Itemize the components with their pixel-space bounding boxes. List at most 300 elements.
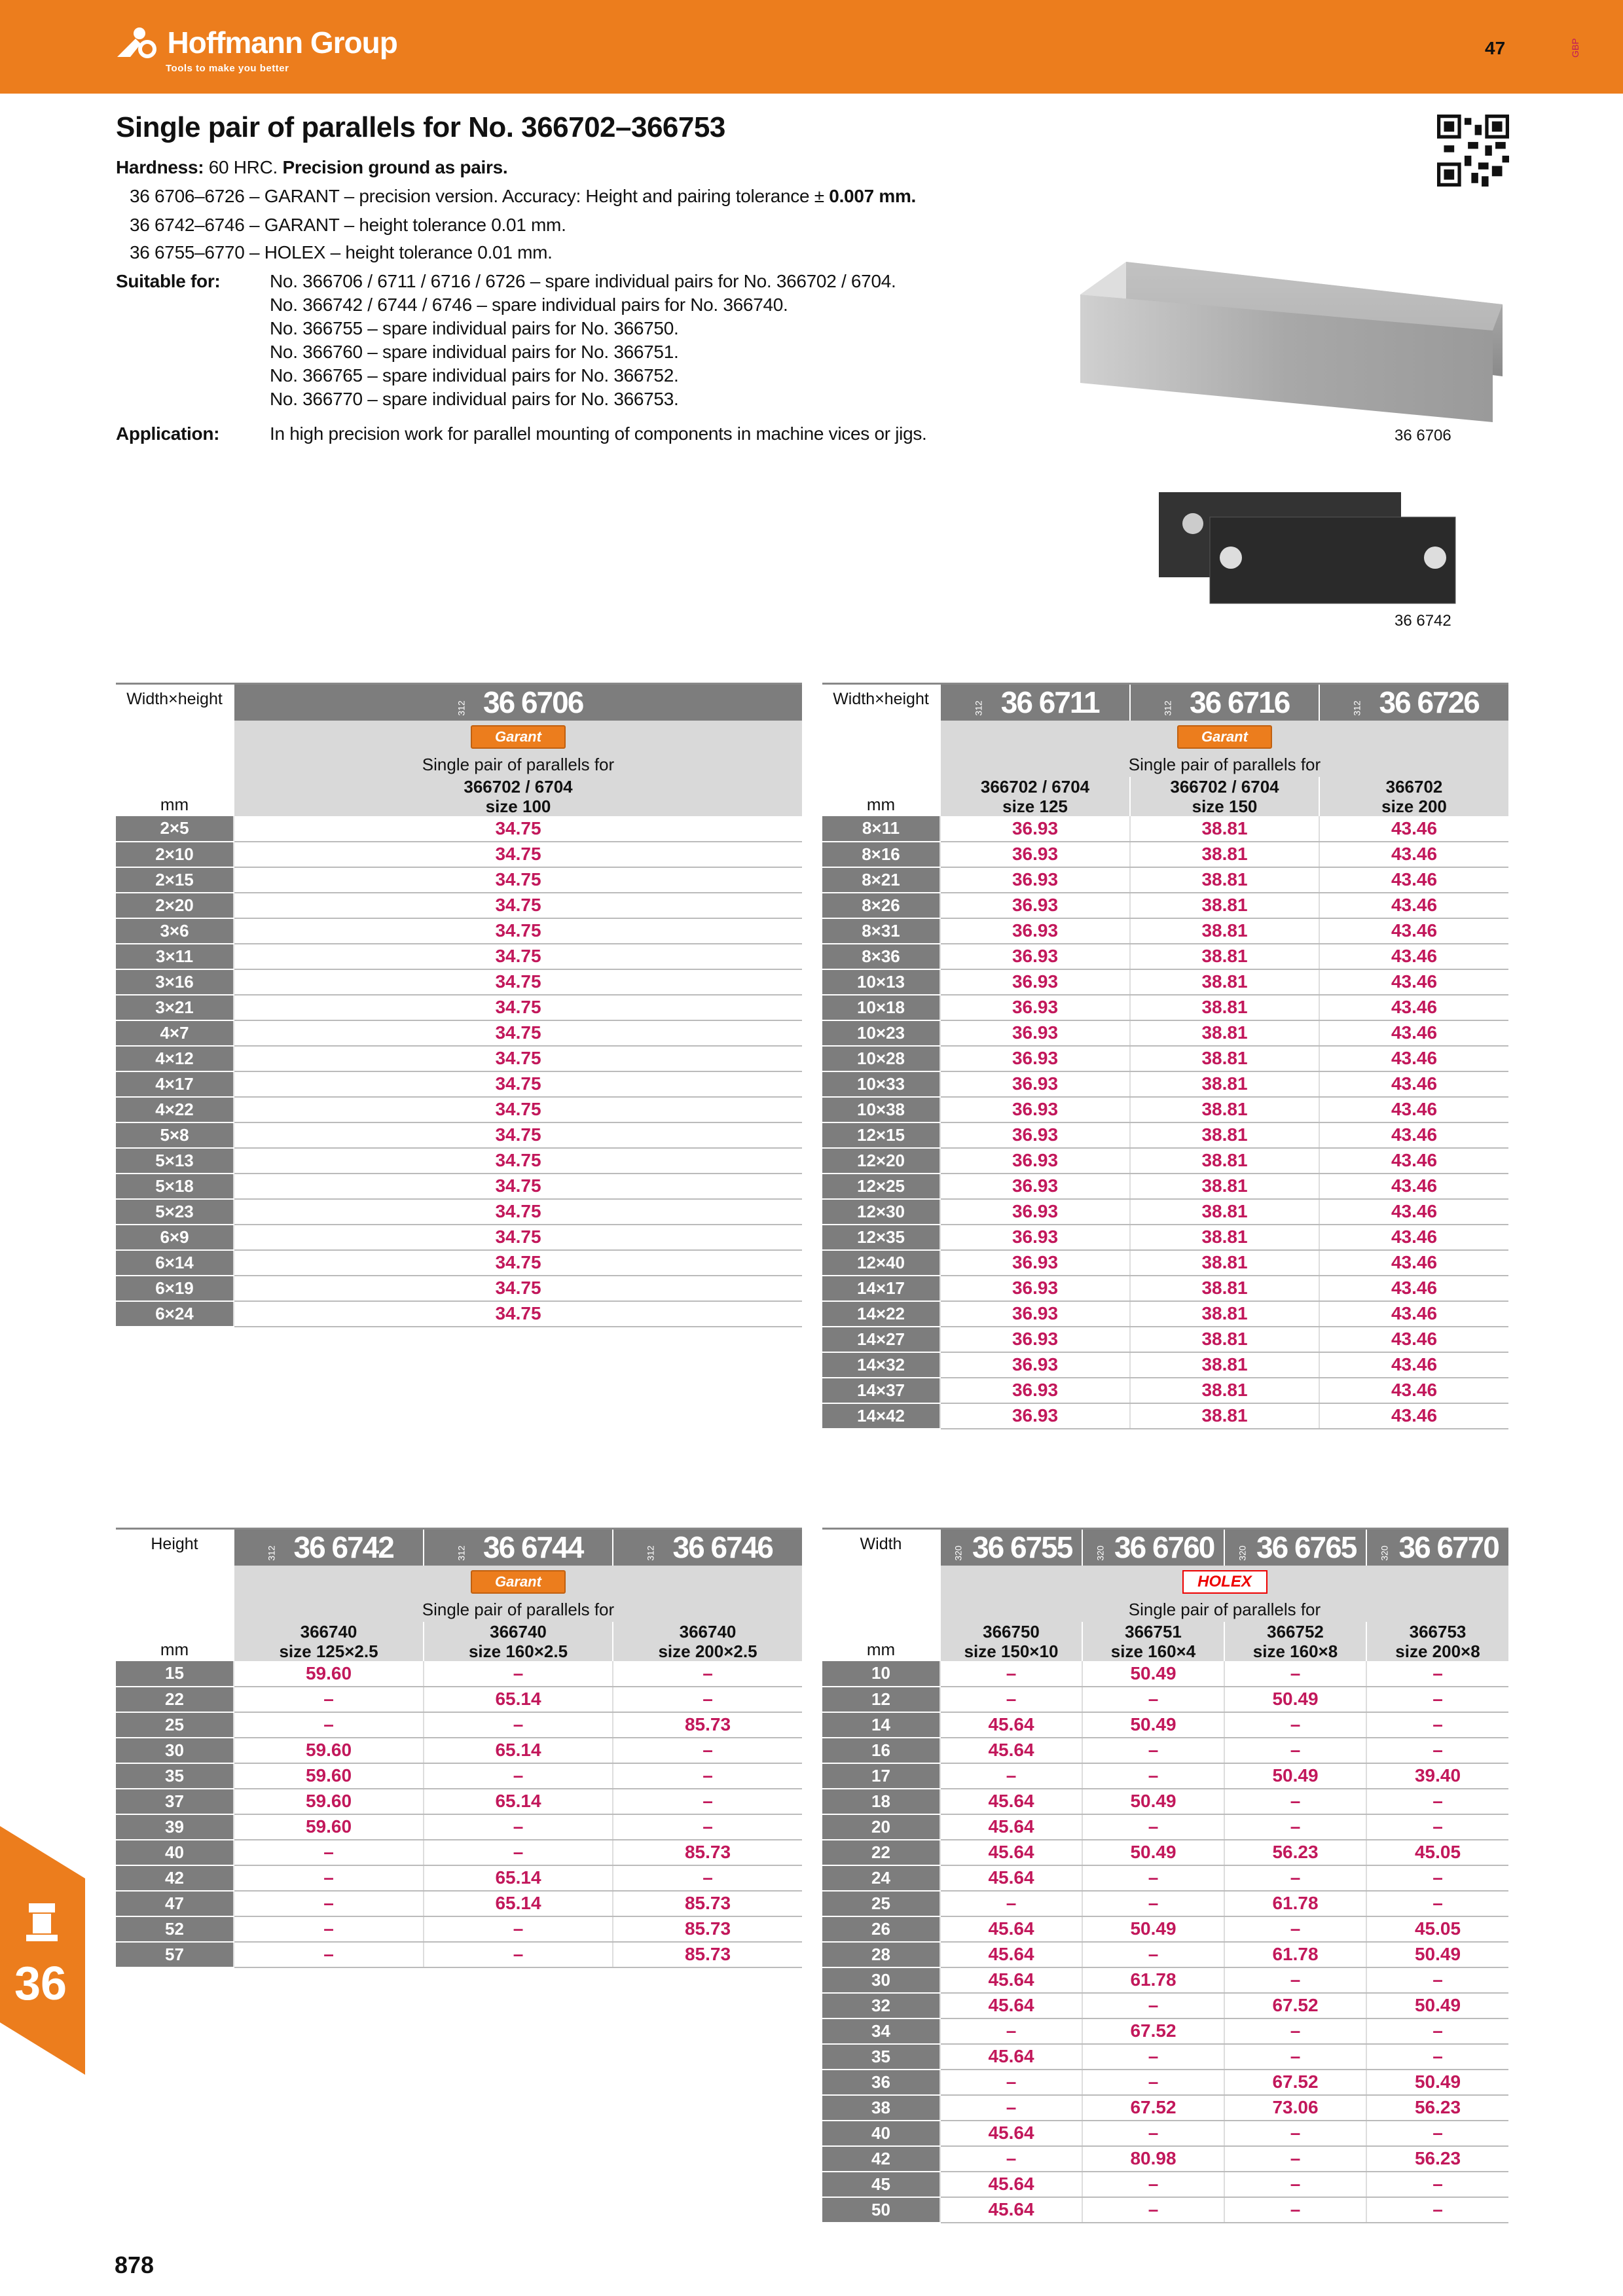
size-cell: 57 [116,1942,234,1967]
table-366711-6726 [822,683,1508,1429]
chapter-number: 36 [14,1958,67,2010]
table-row [822,2044,1508,2070]
price-cell: 59.60 [234,1661,424,1687]
table-row [116,1199,802,1225]
table-row [822,1967,1508,1993]
price-cell: 67.52 [1082,2018,1224,2044]
size-cell: 10×28 [822,1046,940,1071]
price-cell: – [1082,1687,1224,1712]
price-cell: 43.46 [1319,1327,1508,1352]
table-row [822,2121,1508,2146]
size-cell: 12×20 [822,1148,940,1174]
price-cell: 45.64 [940,1840,1082,1865]
price-cell: 38.81 [1130,1250,1319,1276]
size-cell: 36 [822,2070,940,2095]
price-cell: – [1224,2018,1366,2044]
size-cell: 35 [822,2044,940,2070]
price-cell: – [1082,2044,1224,2070]
spec-code: 36 6706–6726 – [130,186,260,206]
price-cell: 36.93 [940,944,1130,969]
price-cell: – [1082,1891,1224,1916]
price-cell: 34.75 [234,867,802,893]
column-for: 366751 size 160×4 [1082,1622,1224,1661]
price-cell: – [1082,1738,1224,1763]
unit-label: mm [116,777,234,816]
price-cell: 45.64 [940,2197,1082,2223]
price-cell: 36.93 [940,1148,1130,1174]
size-cell: 12 [822,1687,940,1712]
table-row [116,1122,802,1148]
price-cell: – [1366,1661,1508,1687]
price-cell: 36.93 [940,969,1130,995]
price-cell: 34.75 [234,1071,802,1097]
table-row [822,867,1508,893]
price-cell: 36.93 [940,1199,1130,1225]
article-number: 36 6726 [1379,685,1479,720]
size-cell: 5×8 [116,1122,234,1148]
table-row [822,1020,1508,1046]
size-cell: 8×31 [822,918,940,944]
table-row [822,842,1508,867]
unit-label: mm [116,1622,234,1661]
price-cell: – [613,1789,802,1814]
price-cell: 45.64 [940,1993,1082,2018]
price-cell: 36.93 [940,893,1130,918]
price-cell: 67.52 [1224,2070,1366,2095]
price-cell: 38.81 [1130,1225,1319,1250]
table-row [822,1789,1508,1814]
size-cell: 15 [116,1661,234,1687]
table-row [822,1148,1508,1174]
table-row [822,1942,1508,1967]
table-row [822,1403,1508,1429]
column-header: 320 36 6755 [940,1529,1082,1566]
price-cell: – [234,1687,424,1712]
table-row [116,995,802,1020]
garant-logo-icon: Garant [471,725,566,749]
price-cell: 38.81 [1130,1378,1319,1403]
hardness-value: 60 HRC. [208,157,278,177]
price-cell: – [1366,1687,1508,1712]
price-cell: 38.81 [1130,1276,1319,1301]
price-cell: – [613,1738,802,1763]
size-cell: 4×12 [116,1046,234,1071]
price-cell: 43.46 [1319,1301,1508,1327]
price-cell: – [424,1814,613,1840]
price-cell: – [1366,1891,1508,1916]
price-cell: 43.46 [1319,1020,1508,1046]
unit-label: mm [822,777,940,816]
size-cell: 8×21 [822,867,940,893]
price-cell: 34.75 [234,1148,802,1174]
table-row [116,1891,802,1916]
price-cell: – [1224,2044,1366,2070]
price-cell: – [234,1891,424,1916]
price-cell: 34.75 [234,1250,802,1276]
table-row [116,1840,802,1865]
size-cell: 6×9 [116,1225,234,1250]
size-cell: 40 [822,2121,940,2146]
price-cell: 34.75 [234,1097,802,1122]
price-cell: 43.46 [1319,1122,1508,1148]
price-cell: – [613,1814,802,1840]
price-cell: 34.75 [234,1276,802,1301]
price-cell: 65.14 [424,1687,613,1712]
table-366755-6770 [822,1528,1508,2223]
size-cell: 24 [822,1865,940,1891]
price-cell: 43.46 [1319,1148,1508,1174]
price-cell: 85.73 [613,1891,802,1916]
price-cell: 43.46 [1319,995,1508,1020]
price-cell: 36.93 [940,1174,1130,1199]
price-cell: 80.98 [1082,2146,1224,2172]
table-row [116,1097,802,1122]
size-cell: 14×22 [822,1301,940,1327]
column-label: Width×height [822,684,940,777]
table-row [822,1916,1508,1942]
price-cell: 43.46 [1319,867,1508,893]
article-number: 36 6744 [483,1530,583,1565]
column-header: 320 36 6770 [1366,1529,1508,1566]
table-row [116,1225,802,1250]
size-cell: 8×11 [822,816,940,842]
table-row [822,893,1508,918]
table-row [116,969,802,995]
table-row [822,1763,1508,1789]
size-cell: 2×10 [116,842,234,867]
table-row [822,2070,1508,2095]
table-row [822,1225,1508,1250]
table-row [116,1814,802,1840]
price-cell: 38.81 [1130,1301,1319,1327]
article-number: 36 6770 [1398,1530,1499,1565]
price-cell: 38.81 [1130,1174,1319,1199]
spec-bold: 0.007 mm. [829,186,917,206]
hardness-extra: Precision ground as pairs. [282,157,508,177]
size-cell: 22 [116,1687,234,1712]
column-for: 366740 size 200×2.5 [613,1622,802,1661]
price-cell: 34.75 [234,1122,802,1148]
size-cell: 12×35 [822,1225,940,1250]
currency-code: GBP [1570,38,1580,58]
price-cell: 61.78 [1082,1967,1224,1993]
brand-tagline: Tools to make you better [166,63,289,74]
table-row [822,1891,1508,1916]
price-cell: – [424,1916,613,1942]
holex-logo-icon: HOLEX [1182,1570,1267,1594]
table-row [116,1301,802,1327]
table-body [822,1661,1508,2223]
table-row [822,1174,1508,1199]
size-cell: 42 [116,1865,234,1891]
price-cell: – [1082,1814,1224,1840]
price-cell: 34.75 [234,1020,802,1046]
brand-badge [234,721,802,753]
hardness-line [116,156,507,179]
price-cell: 50.49 [1366,2070,1508,2095]
column-header: 312 36 6746 [613,1529,802,1566]
size-cell: 26 [822,1916,940,1942]
price-cell: – [940,2018,1082,2044]
price-cell: 38.81 [1130,842,1319,867]
parallels-plate-image [1152,492,1460,607]
price-cell: – [424,1840,613,1865]
price-cell: 38.81 [1130,816,1319,842]
table-body [116,1661,802,1967]
image-caption: 36 6706 [1395,427,1451,444]
spec-line [130,213,566,237]
column-header: 312 36 6706 [234,684,802,721]
size-cell: 10×13 [822,969,940,995]
column-for: 366702 size 200 [1319,777,1508,816]
price-cell: 43.46 [1319,918,1508,944]
table-row [822,969,1508,995]
price-cell: 36.93 [940,1097,1130,1122]
table-subtitle: Single pair of parallels for [234,1598,802,1622]
price-cell: 34.75 [234,1225,802,1250]
price-cell: 38.81 [1130,1122,1319,1148]
price-cell: 50.49 [1082,1661,1224,1687]
size-cell: 50 [822,2197,940,2223]
table-row [822,1046,1508,1071]
price-cell: – [613,1687,802,1712]
price-cell: 67.52 [1082,2095,1224,2121]
table-subtitle: Single pair of parallels for [234,753,802,777]
price-cell: 36.93 [940,1046,1130,1071]
size-cell: 4×22 [116,1097,234,1122]
price-cell: 61.78 [1224,1942,1366,1967]
price-cell: – [1366,2044,1508,2070]
table-row [822,1301,1508,1327]
size-cell: 12×15 [822,1122,940,1148]
price-cell: 85.73 [613,1712,802,1738]
price-cell: – [1366,2172,1508,2197]
price-cell: 36.93 [940,1250,1130,1276]
price-cell: 50.49 [1082,1840,1224,1865]
table-body [822,816,1508,1429]
size-cell: 25 [822,1891,940,1916]
size-cell: 10×18 [822,995,940,1020]
size-cell: 52 [116,1916,234,1942]
price-cell: 38.81 [1130,1071,1319,1097]
price-cell: 34.75 [234,1174,802,1199]
brand-badge [234,1566,802,1598]
price-cell: 43.46 [1319,893,1508,918]
size-cell: 47 [116,1891,234,1916]
price-cell: 45.64 [940,1789,1082,1814]
size-cell: 14×17 [822,1276,940,1301]
price-cell: – [940,2070,1082,2095]
column-for: 366702 / 6704 size 100 [234,777,802,816]
price-cell: 38.81 [1130,969,1319,995]
article-number: 36 6746 [672,1530,773,1565]
price-cell: 43.46 [1319,1403,1508,1429]
price-cell: 61.78 [1224,1891,1366,1916]
price-cell: – [1366,1967,1508,1993]
column-for: 366750 size 150×10 [940,1622,1082,1661]
price-cell: 45.64 [940,2121,1082,2146]
price-cell: 36.93 [940,1225,1130,1250]
hoffmann-logo-icon [115,27,160,58]
price-cell: – [1082,1865,1224,1891]
article-number: 36 6706 [483,685,583,720]
price-cell: 50.49 [1082,1712,1224,1738]
size-cell: 8×26 [822,893,940,918]
suitable-item: No. 366760 – spare individual pairs for No. 366751. [270,342,679,362]
table-row [116,1712,802,1738]
price-cell: – [1366,1789,1508,1814]
price-cell: 45.64 [940,1712,1082,1738]
page-title: Single pair of parallels for No. 366702–366753 [116,111,725,143]
price-cell: 67.52 [1224,1993,1366,2018]
column-for: 366702 / 6704 size 150 [1130,777,1319,816]
size-cell: 40 [116,1840,234,1865]
size-cell: 8×16 [822,842,940,867]
table-row [116,1738,802,1763]
table-subtitle: Single pair of parallels for [940,753,1508,777]
price-cell: 43.46 [1319,1225,1508,1250]
price-cell: 43.46 [1319,1378,1508,1403]
table-row [116,1020,802,1046]
price-cell: – [613,1865,802,1891]
price-cell: – [234,1840,424,1865]
size-cell: 45 [822,2172,940,2197]
qr-code-icon[interactable] [1437,115,1509,187]
column-header: 320 36 6765 [1224,1529,1366,1566]
footer-page-number: 878 [115,2251,155,2278]
price-cell: 36.93 [940,816,1130,842]
price-cell: 45.64 [940,1916,1082,1942]
size-cell: 34 [822,2018,940,2044]
table-row [116,1174,802,1199]
size-cell: 35 [116,1763,234,1789]
size-cell: 4×17 [116,1071,234,1097]
price-cell: 34.75 [234,1046,802,1071]
table-row [116,893,802,918]
table-row [822,1276,1508,1301]
table-row [822,995,1508,1020]
price-cell: 38.81 [1130,1148,1319,1174]
price-cell: – [424,1661,613,1687]
size-cell: 32 [822,1993,940,2018]
price-cell: 43.46 [1319,1046,1508,1071]
column-label: Width×height [116,684,234,777]
price-cell: 65.14 [424,1865,613,1891]
size-cell: 2×5 [116,816,234,842]
price-cell: – [940,2095,1082,2121]
price-cell: – [1082,2121,1224,2146]
price-cell: 34.75 [234,995,802,1020]
price-cell: 43.46 [1319,842,1508,867]
spec-code: 36 6755–6770 – [130,242,260,262]
table-row [822,1687,1508,1712]
table-body [116,816,802,1327]
price-cell: 38.81 [1130,867,1319,893]
price-cell: 85.73 [613,1916,802,1942]
article-number: 36 6742 [293,1530,393,1565]
price-cell: 36.93 [940,1276,1130,1301]
spec-text: HOLEX – height tolerance 0.01 mm. [264,242,553,262]
price-cell: 50.49 [1366,1993,1508,2018]
table-row [822,2095,1508,2121]
price-cell: – [234,1712,424,1738]
table-row [116,1865,802,1891]
suitable-item: No. 366742 / 6744 / 6746 – spare individual pairs for No. 366740. [270,295,788,315]
suitable-item: No. 366765 – spare individual pairs for No. 366752. [270,365,679,386]
price-cell: 38.81 [1130,1403,1319,1429]
price-cell: – [234,1865,424,1891]
price-cell: – [1366,1738,1508,1763]
price-cell: – [424,1712,613,1738]
price-cell: – [1224,2172,1366,2197]
price-cell: 45.64 [940,2044,1082,2070]
price-cell: 59.60 [234,1763,424,1789]
price-cell: 45.64 [940,1967,1082,1993]
table-row [822,1097,1508,1122]
price-cell: – [940,2146,1082,2172]
column-for: 366752 size 160×8 [1224,1622,1366,1661]
price-cell: 36.93 [940,1020,1130,1046]
price-cell: 36.93 [940,1071,1130,1097]
table-row [822,1865,1508,1891]
price-cell: – [1082,1763,1224,1789]
price-cell: 43.46 [1319,1276,1508,1301]
size-cell: 25 [116,1712,234,1738]
price-cell: 65.14 [424,1738,613,1763]
article-number: 36 6716 [1190,685,1290,720]
price-cell: 36.93 [940,1403,1130,1429]
price-cell: 45.64 [940,1865,1082,1891]
table-row [822,1327,1508,1352]
size-cell: 12×25 [822,1174,940,1199]
table-row [822,2146,1508,2172]
size-cell: 10 [822,1661,940,1687]
price-cell: – [613,1763,802,1789]
column-header: 320 36 6760 [1082,1529,1224,1566]
table-row [822,2018,1508,2044]
brand-name: Hoffmann Group [167,26,397,60]
column-header: 312 36 6716 [1130,684,1319,721]
garant-logo-icon: Garant [471,1570,566,1594]
size-cell: 4×7 [116,1020,234,1046]
price-cell: – [1224,1865,1366,1891]
price-cell: – [234,1916,424,1942]
table-row [116,918,802,944]
table-row [116,1148,802,1174]
price-cell: 65.14 [424,1789,613,1814]
price-cell: 59.60 [234,1738,424,1763]
price-cell: 38.81 [1130,1097,1319,1122]
table-row [116,1276,802,1301]
size-cell: 5×13 [116,1148,234,1174]
price-cell: 38.81 [1130,1020,1319,1046]
table-row [116,1661,802,1687]
table-366742-6746 [116,1528,802,1968]
spec-line [130,241,553,264]
size-cell: 38 [822,2095,940,2121]
size-cell: 37 [116,1789,234,1814]
price-cell: 36.93 [940,995,1130,1020]
price-cell: 85.73 [613,1840,802,1865]
price-cell: 43.46 [1319,816,1508,842]
table-row [822,1199,1508,1225]
price-cell: 56.23 [1366,2095,1508,2121]
price-cell: 34.75 [234,969,802,995]
price-cell: 85.73 [613,1942,802,1967]
price-cell: 34.75 [234,842,802,867]
price-cell: 34.75 [234,1301,802,1327]
spec-text: GARANT – height tolerance 0.01 mm. [264,215,566,235]
